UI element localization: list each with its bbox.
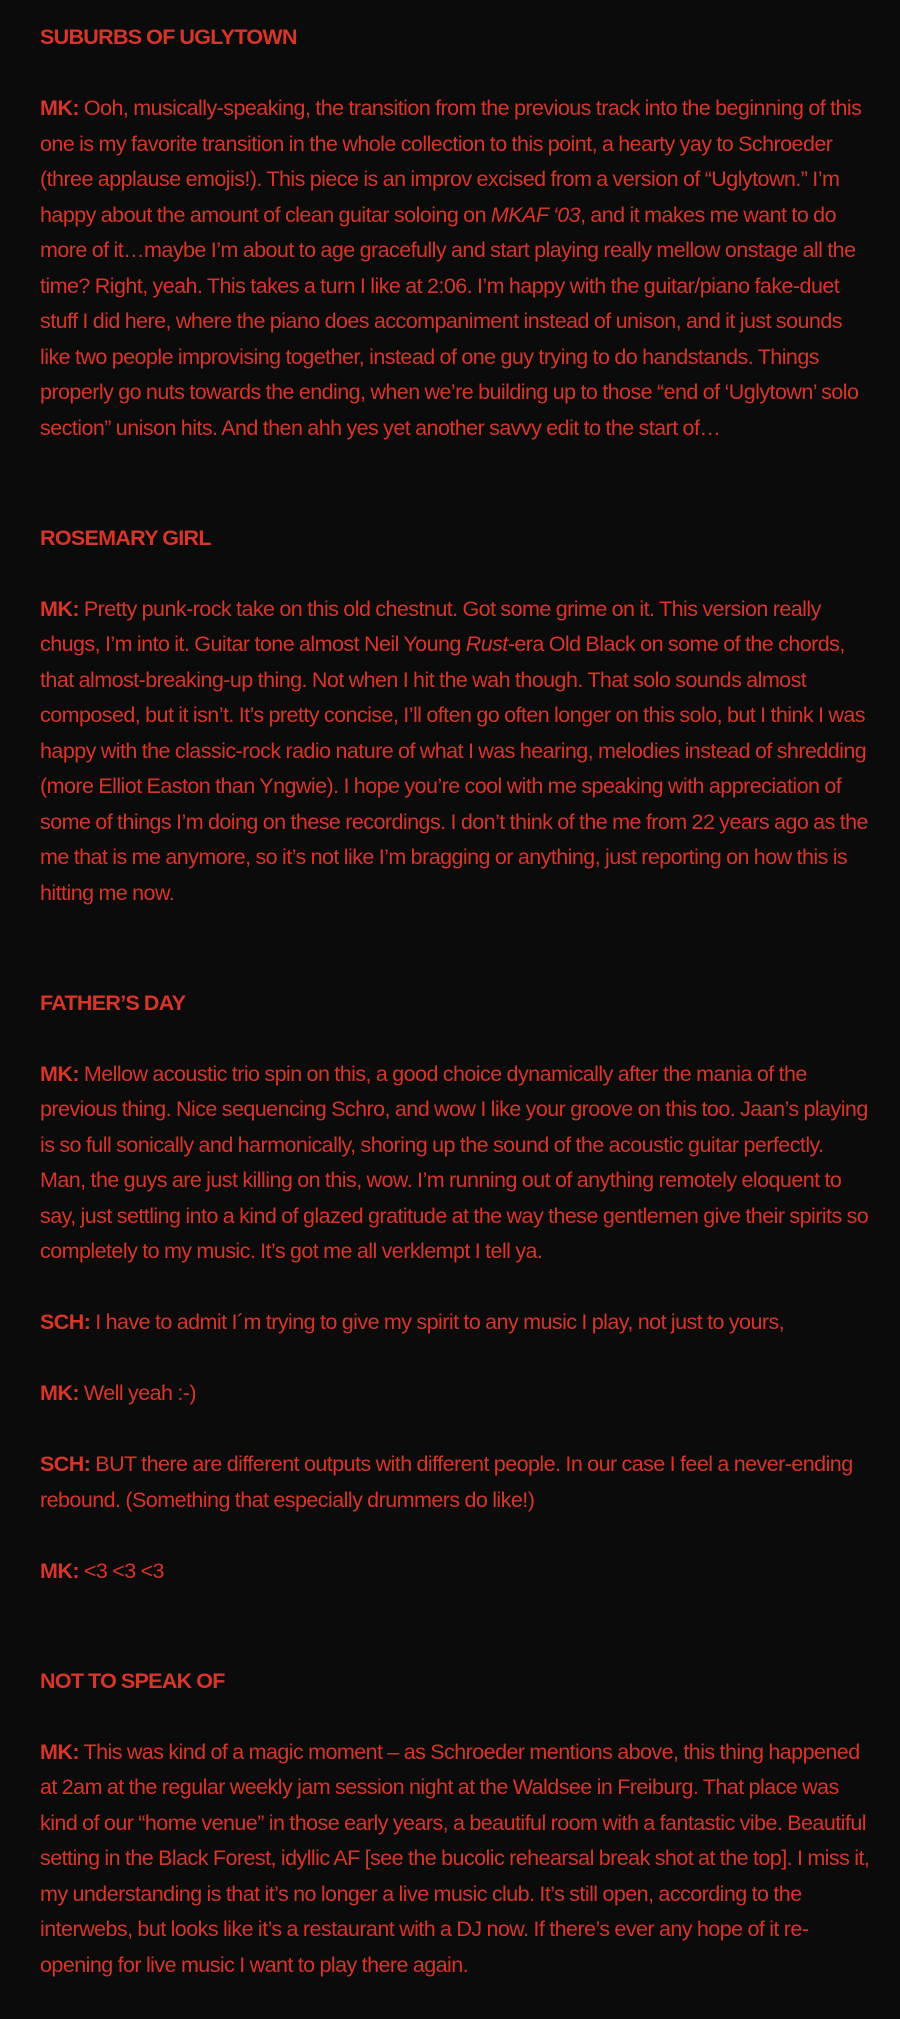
comment-paragraph	[40, 1376, 870, 1412]
speaker-label: MK:	[40, 1739, 79, 1764]
section-title: ROSEMARY GIRL	[40, 525, 211, 550]
section-gap	[40, 1625, 870, 1664]
comment-paragraph	[40, 1057, 870, 1270]
comment-paragraph	[40, 1554, 870, 1590]
comment-text: Ooh, musically-speaking, the transition from the previous track into the beginning of this one is my favorite transition in the whole collection to this point, a hearty yay to Schroeder (three applause emojis!). This piece is an improv excised from a version of “Uglytown.” I’m happy about the amount of clean guitar soloing on	[40, 96, 862, 227]
comment-text: <3 <3 <3	[78, 1558, 164, 1583]
comment-paragraph	[40, 1447, 870, 1518]
section-gap	[40, 482, 870, 521]
comment-text: , and it makes me want to do more of it…maybe I’m about to age gracefully and start playing really mellow onstage all the time? Right, yeah. This takes a turn I like at 2:06. I’m happy with the guitar/piano fake-duet stuff I did here, where the piano does accompaniment instead of unison, and it just sounds like two people improvising together, instead of one guy trying to do handstands. Things properly go nuts towards the ending, when we’re building up to those “end of ‘Uglytown’ solo section” unison hits. And then ahh yes yet another savvy edit to the start of…	[40, 202, 859, 440]
section-fathers-day	[40, 986, 870, 1590]
comment-paragraph	[40, 1735, 870, 1984]
section-title: SUBURBS OF UGLYTOWN	[40, 25, 297, 49]
section-rosemary-girl	[40, 521, 870, 912]
comment-text: BUT there are different outputs with different people. In our case I feel a never-ending rebound. (Something that especially drummers do like!)	[40, 1452, 853, 1512]
speaker-label: MK:	[40, 1061, 79, 1086]
speaker-label: MK:	[40, 1381, 79, 1405]
comment-text: -era Old Black on some of the chords, that almost-breaking-up thing. Not when I hit the wah though. That solo sounds almost composed, but it isn’t. It’s pretty concise, I’ll often go often longer on this solo, but I think I was happy with the classic-rock radio nature of what I was hearing, melodies instead of shredding (more Elliot Easton than Yngwie). I hope you’re cool with me speaking with appreciation of some of things I’m doing on these recordings. I don’t think of the me from 22 years ago as the me that is me anymore, so it’s not like I’m bragging or anything, just reporting on how this is hitting me now.	[40, 632, 868, 905]
comment-text: Pretty punk-rock take on this old chestnut. Got some grime on it. This version really chugs, I’m into it. Guitar tone almost Neil Young	[40, 596, 821, 656]
comment-paragraph	[40, 1305, 870, 1341]
comment-paragraph	[40, 91, 870, 446]
speaker-label: SCH:	[40, 1452, 91, 1476]
speaker-label: MK:	[40, 596, 79, 621]
comment-text: Well yeah :-)	[78, 1381, 197, 1405]
article-body	[40, 20, 870, 2019]
section-suburbs-of-uglytown	[40, 20, 870, 446]
comment-text: Mellow acoustic trio spin on this, a good choice dynamically after the mania of the previous thing. Nice sequencing Schro, and wow I like your groove on this too. Jaan’s playing is so full sonically and harmonically, shoring up the sound of the acoustic guitar perfectly. Man, the guys are just killing on this, wow. I’m running out of anything remotely eloquent to say, just settling into a kind of glazed gratitude at the way these gentlemen give their spirits so completely to my music. It’s got me all verklempt I tell ya.	[40, 1061, 869, 1263]
section-title: NOT TO SPEAK OF	[40, 1668, 225, 1693]
album-title-italic: Rust	[465, 632, 508, 656]
speaker-label: MK:	[40, 1558, 79, 1583]
comment-text: This was kind of a magic moment – as Schroeder mentions above, this thing happened at 2am at the regular weekly jam session night at the Waldsee in Freiburg. That place was kind of our “home venue” in those early years, a beautiful room with a fantastic vibe. Beautiful setting in the Black Forest, idyllic AF [see the bucolic rehearsal break shot at the top]. I miss it, my understanding is that it’s no longer a live music club. It’s still open, according to the interwebs, but looks like it’s a restaurant with a DJ now. If there’s ever any hope of it re-opening for live music I want to play there again.	[40, 1739, 870, 1977]
speaker-label: SCH:	[40, 1310, 91, 1334]
album-title-italic: MKAF ‘03	[490, 202, 581, 227]
comment-text: I have to admit I´m trying to give my spirit to any music I play, not just to yours,	[90, 1310, 785, 1334]
comment-paragraph	[40, 592, 870, 912]
speaker-label: MK:	[40, 96, 79, 120]
section-not-to-speak-of	[40, 1664, 870, 1984]
section-gap	[40, 947, 870, 986]
section-title: FATHER’S DAY	[40, 990, 186, 1015]
